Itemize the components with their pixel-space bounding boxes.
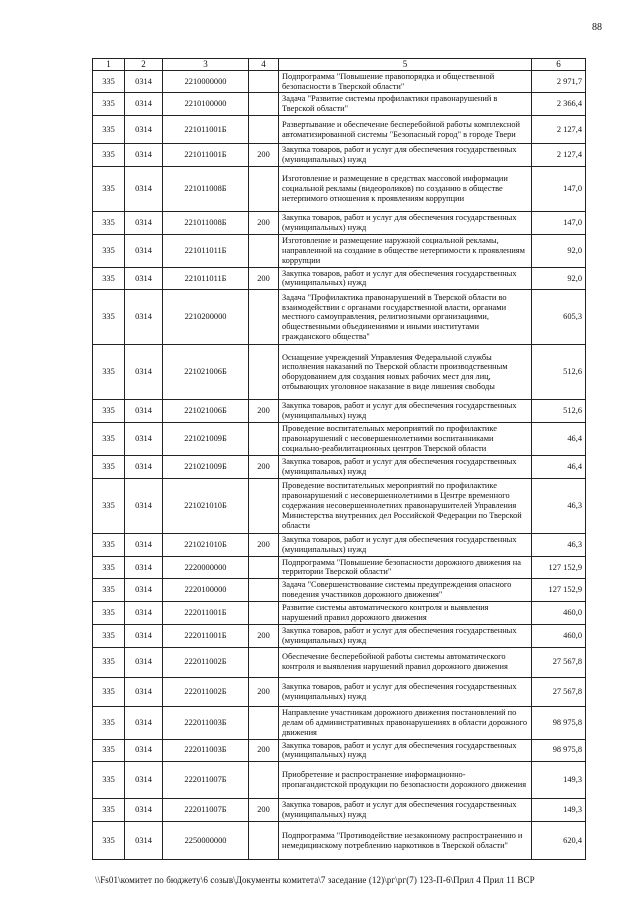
admin-code-cell: 335 xyxy=(93,267,125,290)
admin-code-cell: 335 xyxy=(93,799,125,822)
header-col-5: 5 xyxy=(279,59,532,71)
expense-type-cell: 200 xyxy=(249,624,279,647)
amount-cell: 460,0 xyxy=(532,624,586,647)
section-code-cell: 0314 xyxy=(125,167,163,212)
amount-cell: 27 567,8 xyxy=(532,677,586,706)
table-body xyxy=(93,70,586,860)
description-cell: Подпрограмма "Противодействие незаконному распространению и немедицинскому потреблению наркотиков в Тверской области" xyxy=(279,822,532,860)
section-code-cell: 0314 xyxy=(125,706,163,739)
amount-cell: 147,0 xyxy=(532,212,586,235)
description-cell: Обеспечение бесперебойной работы системы автоматического контроля и выявления нарушений правил дорожного движения xyxy=(279,647,532,677)
amount-cell: 46,4 xyxy=(532,455,586,478)
budget-table xyxy=(92,58,586,860)
table-row xyxy=(93,647,586,677)
section-code-cell: 0314 xyxy=(125,423,163,456)
target-article-cell: 222011003Б xyxy=(163,739,249,762)
admin-code-cell: 335 xyxy=(93,70,125,93)
admin-code-cell: 335 xyxy=(93,116,125,144)
target-article-cell: 221021010Б xyxy=(163,533,249,556)
amount-cell: 92,0 xyxy=(532,267,586,290)
description-cell: Закупка товаров, работ и услуг для обеспечения государственных (муниципальных) нужд xyxy=(279,677,532,706)
section-code-cell: 0314 xyxy=(125,93,163,116)
table-row xyxy=(93,478,586,533)
target-article-cell: 222011007Б xyxy=(163,762,249,799)
admin-code-cell: 335 xyxy=(93,234,125,267)
target-article-cell: 222011001Б xyxy=(163,624,249,647)
table-row xyxy=(93,144,586,167)
expense-type-cell xyxy=(249,579,279,602)
table-row xyxy=(93,706,586,739)
admin-code-cell: 335 xyxy=(93,290,125,345)
amount-cell: 2 127,4 xyxy=(532,144,586,167)
target-article-cell: 221021010Б xyxy=(163,478,249,533)
description-cell: Изготовление и размещение наружной социальной рекламы, направленной на создание в обществе нетерпимости к проявлениям коррупции xyxy=(279,234,532,267)
amount-cell: 149,3 xyxy=(532,799,586,822)
amount-cell: 605,3 xyxy=(532,290,586,345)
table-row xyxy=(93,93,586,116)
amount-cell: 2 366,4 xyxy=(532,93,586,116)
amount-cell: 460,0 xyxy=(532,602,586,625)
table-row xyxy=(93,345,586,400)
section-code-cell: 0314 xyxy=(125,647,163,677)
table-row xyxy=(93,739,586,762)
amount-cell: 620,4 xyxy=(532,822,586,860)
table-row xyxy=(93,677,586,706)
admin-code-cell: 335 xyxy=(93,167,125,212)
expense-type-cell xyxy=(249,423,279,456)
admin-code-cell: 335 xyxy=(93,423,125,456)
target-article-cell: 221021009Б xyxy=(163,423,249,456)
admin-code-cell: 335 xyxy=(93,478,125,533)
amount-cell: 46,4 xyxy=(532,423,586,456)
table-row xyxy=(93,234,586,267)
section-code-cell: 0314 xyxy=(125,267,163,290)
table-row xyxy=(93,579,586,602)
amount-cell: 127 152,9 xyxy=(532,579,586,602)
expense-type-cell xyxy=(249,116,279,144)
table-row xyxy=(93,455,586,478)
admin-code-cell: 335 xyxy=(93,762,125,799)
expense-type-cell xyxy=(249,290,279,345)
description-cell: Закупка товаров, работ и услуг для обеспечения государственных (муниципальных) нужд xyxy=(279,739,532,762)
expense-type-cell: 200 xyxy=(249,267,279,290)
table-row xyxy=(93,799,586,822)
expense-type-cell xyxy=(249,167,279,212)
section-code-cell: 0314 xyxy=(125,799,163,822)
target-article-cell: 2220100000 xyxy=(163,579,249,602)
table-row xyxy=(93,267,586,290)
target-article-cell: 2220000000 xyxy=(163,556,249,579)
header-col-6: 6 xyxy=(532,59,586,71)
expense-type-cell: 200 xyxy=(249,533,279,556)
description-cell: Приобретение и распространение информационно-пропагандистской продукции по безопасности дорожного движения xyxy=(279,762,532,799)
admin-code-cell: 335 xyxy=(93,647,125,677)
target-article-cell: 221011011Б xyxy=(163,267,249,290)
section-code-cell: 0314 xyxy=(125,624,163,647)
amount-cell: 512,6 xyxy=(532,345,586,400)
expense-type-cell xyxy=(249,234,279,267)
description-cell: Оснащение учреждений Управления Федеральной службы исполнения наказаний по Тверской области производственным оборудованием для создания новых рабочих мест для лиц, отбывающих уголовное наказание в виде лишения свободы xyxy=(279,345,532,400)
section-code-cell: 0314 xyxy=(125,234,163,267)
description-cell: Развертывание и обеспечение бесперебойной работы комплексной автоматизированной системы "Безопасный город" в городе Твери xyxy=(279,116,532,144)
expense-type-cell: 200 xyxy=(249,144,279,167)
section-code-cell: 0314 xyxy=(125,116,163,144)
admin-code-cell: 335 xyxy=(93,93,125,116)
description-cell: Закупка товаров, работ и услуг для обеспечения государственных (муниципальных) нужд xyxy=(279,799,532,822)
target-article-cell: 221021006Б xyxy=(163,400,249,423)
expense-type-cell xyxy=(249,647,279,677)
table-row xyxy=(93,400,586,423)
amount-cell: 98 975,8 xyxy=(532,739,586,762)
expense-type-cell xyxy=(249,762,279,799)
description-cell: Закупка товаров, работ и услуг для обеспечения государственных (муниципальных) нужд xyxy=(279,212,532,235)
admin-code-cell: 335 xyxy=(93,400,125,423)
section-code-cell: 0314 xyxy=(125,762,163,799)
section-code-cell: 0314 xyxy=(125,677,163,706)
section-code-cell: 0314 xyxy=(125,400,163,423)
section-code-cell: 0314 xyxy=(125,70,163,93)
admin-code-cell: 335 xyxy=(93,144,125,167)
description-cell: Развитие системы автоматического контроля и выявления нарушений правил дорожного движения xyxy=(279,602,532,625)
description-cell: Проведение воспитательных мероприятий по профилактике правонарушений с несовершеннолетними в Центре временного содержания несовершеннолетних правонарушителей Управления Министерства внутренних дел Российской Федерации по Тверской области xyxy=(279,478,532,533)
target-article-cell: 2250000000 xyxy=(163,822,249,860)
section-code-cell: 0314 xyxy=(125,290,163,345)
amount-cell: 147,0 xyxy=(532,167,586,212)
amount-cell: 46,3 xyxy=(532,533,586,556)
admin-code-cell: 335 xyxy=(93,624,125,647)
section-code-cell: 0314 xyxy=(125,144,163,167)
admin-code-cell: 335 xyxy=(93,739,125,762)
amount-cell: 2 127,4 xyxy=(532,116,586,144)
table-row xyxy=(93,533,586,556)
description-cell: Задача "Профилактика правонарушений в Тверской области во взаимодействии с органами государственной власти, органами местного самоуправления, религиозными организациями, общественными объединениями и иными институтами гражданского общества" xyxy=(279,290,532,345)
amount-cell: 46,3 xyxy=(532,478,586,533)
section-code-cell: 0314 xyxy=(125,455,163,478)
target-article-cell: 2210200000 xyxy=(163,290,249,345)
admin-code-cell: 335 xyxy=(93,602,125,625)
amount-cell: 27 567,8 xyxy=(532,647,586,677)
target-article-cell: 221011008Б xyxy=(163,212,249,235)
section-code-cell: 0314 xyxy=(125,602,163,625)
admin-code-cell: 335 xyxy=(93,677,125,706)
table-row xyxy=(93,212,586,235)
expense-type-cell: 200 xyxy=(249,799,279,822)
admin-code-cell: 335 xyxy=(93,822,125,860)
target-article-cell: 221011001Б xyxy=(163,116,249,144)
description-cell: Изготовление и размещение в средствах массовой информации социальной рекламы (видеороликов) по созданию в обществе нетерпимого отношения к проявлениям коррупции xyxy=(279,167,532,212)
table-row xyxy=(93,822,586,860)
expense-type-cell xyxy=(249,93,279,116)
amount-cell: 149,3 xyxy=(532,762,586,799)
footer-file-path: \\Fs01\комитет по бюджету\6 созыв\Документы комитета\7 заседание (12)\рг\рг(7) 123-П-6\Прил 4 Прил 11 ВСР xyxy=(95,875,535,885)
expense-type-cell xyxy=(249,70,279,93)
expense-type-cell xyxy=(249,706,279,739)
header-col-2: 2 xyxy=(125,59,163,71)
description-cell: Проведение воспитательных мероприятий по профилактике правонарушений с несовершеннолетними воспитанниками социально-реабилитационных центров Тверской области xyxy=(279,423,532,456)
expense-type-cell: 200 xyxy=(249,739,279,762)
table-row xyxy=(93,624,586,647)
target-article-cell: 222011001Б xyxy=(163,602,249,625)
expense-type-cell: 200 xyxy=(249,212,279,235)
admin-code-cell: 335 xyxy=(93,579,125,602)
table-row xyxy=(93,167,586,212)
table-row xyxy=(93,602,586,625)
section-code-cell: 0314 xyxy=(125,579,163,602)
section-code-cell: 0314 xyxy=(125,822,163,860)
section-code-cell: 0314 xyxy=(125,478,163,533)
section-code-cell: 0314 xyxy=(125,533,163,556)
description-cell: Задача "Совершенствование системы предупреждения опасного поведения участников дорожного движения" xyxy=(279,579,532,602)
description-cell: Закупка товаров, работ и услуг для обеспечения государственных (муниципальных) нужд xyxy=(279,400,532,423)
header-col-4: 4 xyxy=(249,59,279,71)
description-cell: Задача "Развитие системы профилактики правонарушений в Тверской области" xyxy=(279,93,532,116)
description-cell: Подпрограмма "Повышение правопорядка и общественной безопасности в Тверской области" xyxy=(279,70,532,93)
description-cell: Закупка товаров, работ и услуг для обеспечения государственных (муниципальных) нужд xyxy=(279,267,532,290)
description-cell: Закупка товаров, работ и услуг для обеспечения государственных (муниципальных) нужд xyxy=(279,455,532,478)
admin-code-cell: 335 xyxy=(93,533,125,556)
target-article-cell: 221011011Б xyxy=(163,234,249,267)
expense-type-cell xyxy=(249,822,279,860)
section-code-cell: 0314 xyxy=(125,556,163,579)
target-article-cell: 222011002Б xyxy=(163,677,249,706)
target-article-cell: 2210000000 xyxy=(163,70,249,93)
table-header-row xyxy=(93,59,586,71)
expense-type-cell xyxy=(249,478,279,533)
amount-cell: 92,0 xyxy=(532,234,586,267)
target-article-cell: 2210100000 xyxy=(163,93,249,116)
section-code-cell: 0314 xyxy=(125,212,163,235)
description-cell: Закупка товаров, работ и услуг для обеспечения государственных (муниципальных) нужд xyxy=(279,624,532,647)
table-row xyxy=(93,556,586,579)
table-row xyxy=(93,762,586,799)
target-article-cell: 221011008Б xyxy=(163,167,249,212)
table-row xyxy=(93,423,586,456)
target-article-cell: 221021006Б xyxy=(163,345,249,400)
expense-type-cell xyxy=(249,556,279,579)
target-article-cell: 221021009Б xyxy=(163,455,249,478)
expense-type-cell: 200 xyxy=(249,455,279,478)
header-col-1: 1 xyxy=(93,59,125,71)
table-row xyxy=(93,70,586,93)
admin-code-cell: 335 xyxy=(93,706,125,739)
header-col-3: 3 xyxy=(163,59,249,71)
target-article-cell: 222011007Б xyxy=(163,799,249,822)
target-article-cell: 222011002Б xyxy=(163,647,249,677)
amount-cell: 2 971,7 xyxy=(532,70,586,93)
expense-type-cell xyxy=(249,602,279,625)
expense-type-cell: 200 xyxy=(249,677,279,706)
amount-cell: 127 152,9 xyxy=(532,556,586,579)
description-cell: Закупка товаров, работ и услуг для обеспечения государственных (муниципальных) нужд xyxy=(279,144,532,167)
page-number: 88 xyxy=(592,22,602,33)
amount-cell: 98 975,8 xyxy=(532,706,586,739)
description-cell: Направление участникам дорожного движения постановлений по делам об административных правонарушениях в области дорожного движения xyxy=(279,706,532,739)
admin-code-cell: 335 xyxy=(93,556,125,579)
description-cell: Закупка товаров, работ и услуг для обеспечения государственных (муниципальных) нужд xyxy=(279,533,532,556)
expense-type-cell: 200 xyxy=(249,400,279,423)
admin-code-cell: 335 xyxy=(93,455,125,478)
target-article-cell: 221011001Б xyxy=(163,144,249,167)
admin-code-cell: 335 xyxy=(93,345,125,400)
amount-cell: 512,6 xyxy=(532,400,586,423)
description-cell: Подпрограмма "Повышение безопасности дорожного движения на территории Тверской области" xyxy=(279,556,532,579)
table-row xyxy=(93,290,586,345)
section-code-cell: 0314 xyxy=(125,345,163,400)
target-article-cell: 222011003Б xyxy=(163,706,249,739)
admin-code-cell: 335 xyxy=(93,212,125,235)
table-row xyxy=(93,116,586,144)
section-code-cell: 0314 xyxy=(125,739,163,762)
expense-type-cell xyxy=(249,345,279,400)
